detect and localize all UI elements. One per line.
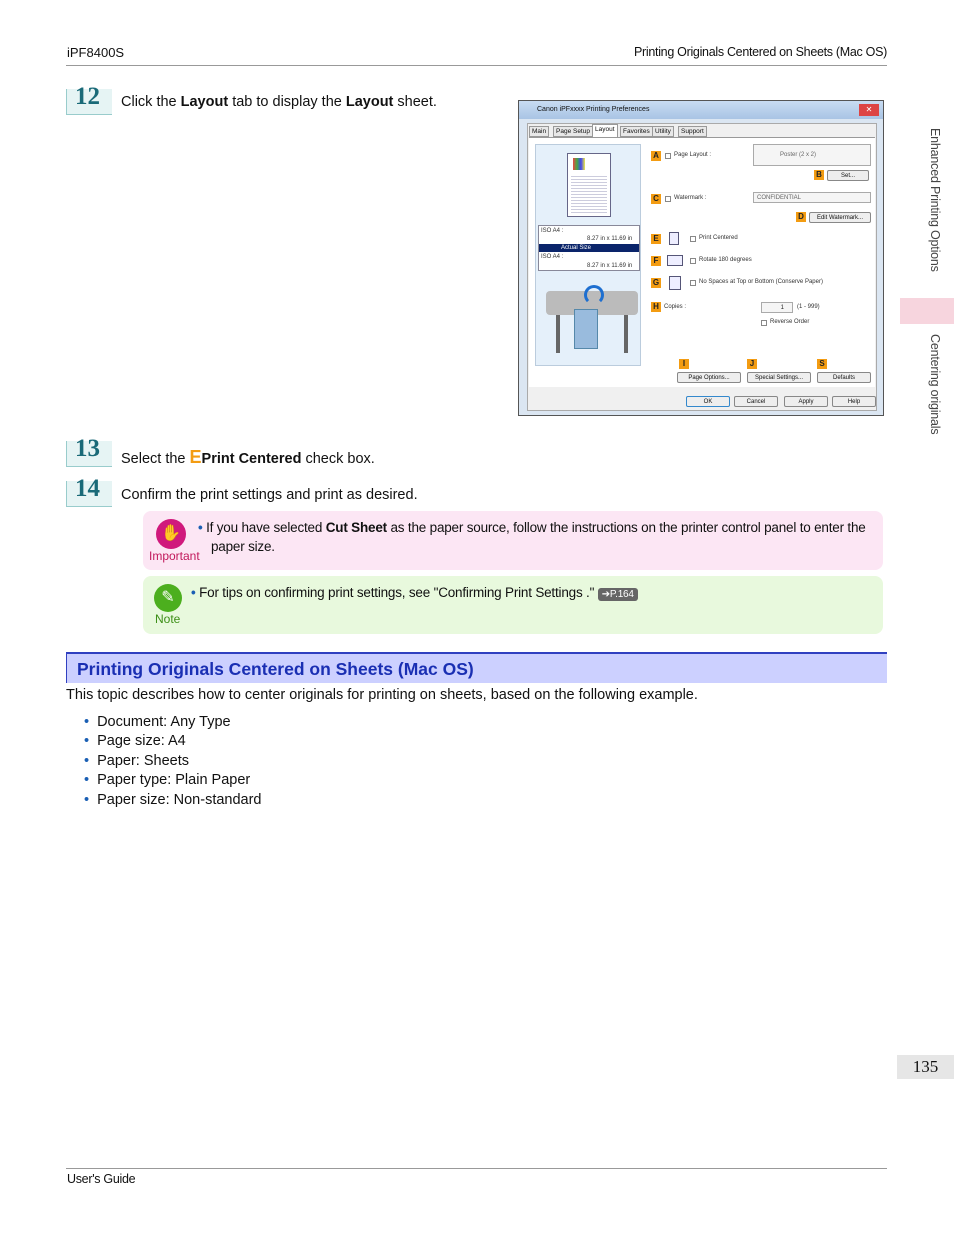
label-s: S — [817, 359, 827, 369]
page-layout-checkbox — [665, 153, 671, 159]
footer-divider — [66, 1168, 887, 1169]
label-h: H — [651, 302, 661, 312]
list-item: • Paper size: Non-standard — [84, 791, 262, 808]
rotate-label: Rotate 180 degrees — [699, 257, 752, 263]
note-label: Note — [155, 612, 181, 626]
print-centered-checkbox — [690, 236, 696, 242]
no-spaces-label: No Spaces at Top or Bottom (Conserve Paper) — [699, 279, 823, 285]
label-g: G — [652, 278, 660, 287]
label-f: F — [651, 256, 661, 266]
list-item: • Document: Any Type — [84, 714, 231, 730]
apply-button: Apply — [784, 396, 828, 407]
label-b: B — [814, 170, 824, 180]
step-14-text: Confirm the print settings and print as desired. — [121, 487, 418, 503]
printing-preferences-screenshot — [518, 100, 884, 416]
edit-watermark-button: Edit Watermark... — [809, 212, 871, 223]
reverse-order-label: Reverse Order — [770, 319, 810, 325]
page-reference-link[interactable]: ➔P.164 — [598, 588, 638, 601]
defaults-button: Defaults — [817, 372, 871, 383]
sidebar-chapter: Enhanced Printing Options — [928, 128, 942, 272]
ok-button: OK — [686, 396, 730, 407]
copies-range: (1 - 999) — [797, 304, 820, 310]
list-item: • Page size: A4 — [84, 733, 186, 750]
page-layout-label: Page Layout : — [674, 152, 712, 158]
reverse-order-checkbox — [761, 320, 767, 326]
section-intro: This topic describes how to center originals for printing on sheets, based on the following example. — [66, 687, 698, 703]
section-heading: Printing Originals Centered on Sheets (Mac OS) — [66, 652, 887, 683]
label-i: I — [679, 359, 689, 369]
tab-favorites: Favorites — [620, 126, 653, 137]
sidebar-tab-marker — [900, 298, 954, 324]
set-button: Set... — [827, 170, 869, 181]
label-a: A — [651, 151, 661, 161]
label-d: D — [796, 212, 806, 222]
page-preview-thumbnail — [567, 153, 611, 217]
header-section: Printing Originals Centered on Sheets (Mac OS) — [634, 45, 887, 59]
tab-main: Main — [529, 126, 549, 137]
page-layout-select: Poster (2 x 2) — [753, 144, 871, 166]
important-label: Important — [149, 549, 200, 563]
tab-layout: Layout — [592, 124, 618, 137]
page-number: 135 — [897, 1055, 954, 1079]
step-12-text: Click the Layout tab to display the Layout sheet. — [121, 94, 437, 110]
step-12-badge: 12 — [66, 89, 112, 115]
watermark-select: CONFIDENTIAL — [753, 192, 871, 203]
step-14-badge: 14 — [66, 481, 112, 507]
special-settings-button: Special Settings... — [747, 372, 811, 383]
list-item: • Paper: Sheets — [84, 752, 189, 769]
dialog-title: Canon iPFxxxx Printing Preferences ✕ — [519, 101, 883, 119]
pencil-icon: ✎ — [154, 584, 182, 612]
help-button: Help — [832, 396, 876, 407]
close-icon: ✕ — [859, 104, 879, 116]
tab-support: Support — [678, 126, 707, 137]
rotate-checkbox — [690, 258, 696, 264]
watermark-checkbox — [665, 196, 671, 202]
footer-doc: User's Guide — [67, 1172, 136, 1186]
tab-utility: Utility — [652, 126, 674, 137]
no-spaces-checkbox — [690, 280, 696, 286]
cancel-button: Cancel — [734, 396, 778, 407]
copies-label: Copies : — [664, 304, 687, 310]
layout-preview — [535, 144, 641, 366]
print-centered-icon — [669, 232, 679, 245]
copies-spinner: 1 — [761, 302, 793, 313]
header-model: iPF8400S — [67, 45, 125, 60]
example-list — [84, 714, 262, 811]
header-divider — [66, 65, 887, 66]
label-e: E — [651, 234, 661, 244]
step-13-text: Select the EPrint Centered check box. — [121, 447, 375, 467]
printer-illustration — [544, 277, 638, 359]
important-box — [143, 511, 883, 570]
label-c: C — [651, 194, 661, 204]
rotate-icon — [667, 255, 683, 266]
tab-page-setup: Page Setup — [553, 126, 593, 137]
important-text: • If you have selected Cut Sheet as the paper source, follow the instructions on the printer control panel to enter the paper size. — [198, 520, 866, 554]
paper-size-info: ISO A4 : 8.27 in x 11.69 in Actual Size ISO A4 : 8.27 in x 11.69 in — [538, 225, 640, 271]
note-box — [143, 576, 883, 634]
watermark-label: Watermark : — [674, 195, 707, 201]
note-text: • For tips on confirming print settings, see "Confirming Print Settings ." ➔P.164 — [191, 583, 871, 602]
list-item: • Paper type: Plain Paper — [84, 772, 251, 789]
label-j: J — [747, 359, 757, 369]
sidebar-subchapter: Centering originals — [928, 334, 942, 435]
hand-stop-icon: ✋ — [156, 519, 186, 549]
conserve-paper-icon — [669, 276, 681, 290]
step-13-badge: 13 — [66, 441, 112, 467]
print-centered-label: Print Centered — [699, 235, 738, 241]
page-options-button: Page Options... — [677, 372, 741, 383]
